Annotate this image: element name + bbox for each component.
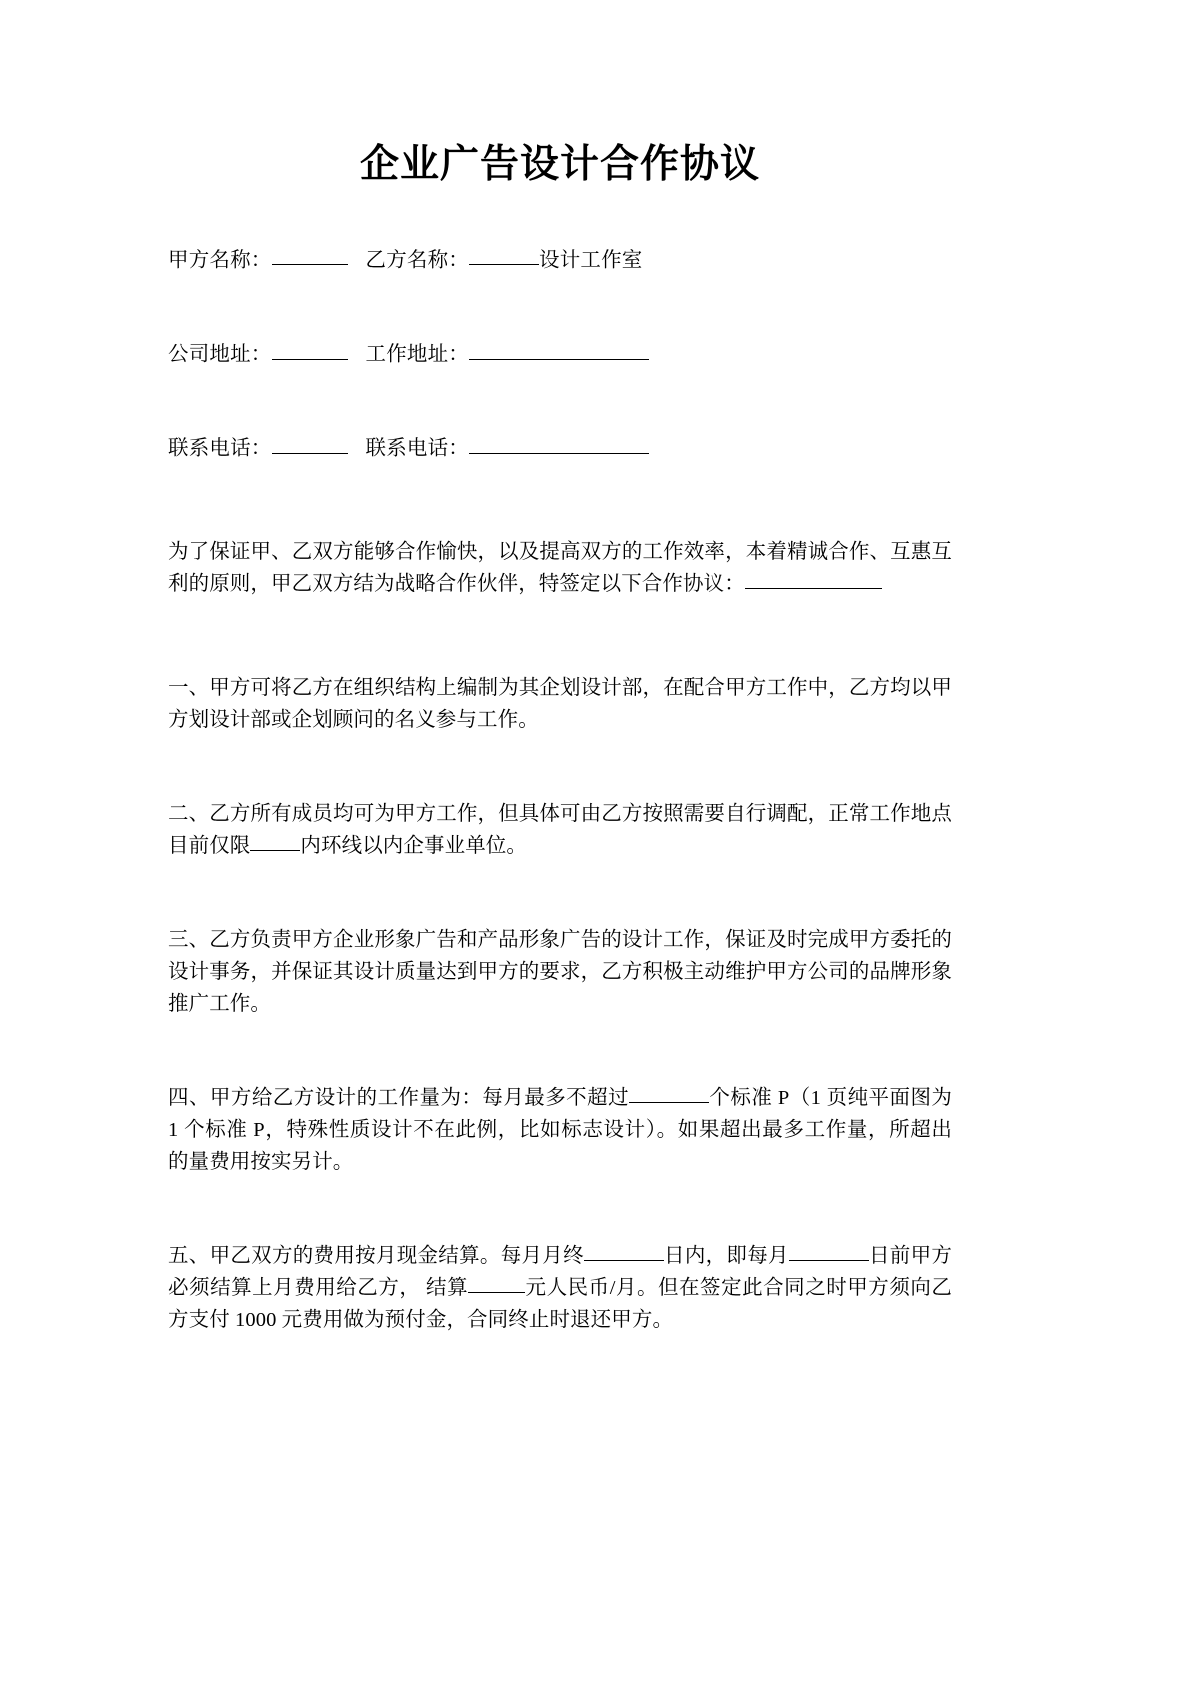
intro-block <box>168 536 952 600</box>
intro-paragraph <box>168 536 952 600</box>
party-a-name-label: 甲方名称： <box>168 249 272 272</box>
party-a-phone-label: 联系电话： <box>168 437 272 460</box>
party-b-address-blank[interactable] <box>469 338 649 360</box>
clause-1-number: 一、 <box>168 676 210 699</box>
party-b-phone-label: 联系电话： <box>365 437 469 460</box>
clause-5-text-part-3: 日前甲方必须结算上月费用给乙方， 结算 <box>168 1244 952 1299</box>
clause-4-blank-1[interactable] <box>629 1081 709 1103</box>
clause-2-blank-1[interactable] <box>250 829 300 851</box>
clause-4 <box>168 1082 952 1178</box>
document-content <box>168 0 952 1398</box>
party-b-name-label: 乙方名称： <box>365 249 469 272</box>
clause-2-text-part-1: 乙方所有成员均可为甲方工作，但具体可由乙方按照需要自行调配，正常工作地点目前仅限 <box>168 802 952 857</box>
party-names-row <box>168 245 952 276</box>
party-phones-row <box>168 433 952 464</box>
clause-3-number: 三、 <box>168 928 210 951</box>
party-b-name-suffix: 设计工作室 <box>539 249 643 272</box>
intro-text: 为了保证甲、乙双方能够合作愉快，以及提高双方的工作效率，本着精诚合作、互惠互利的原则，甲乙双方结为战略合作伙伴，特签定以下合作协议： <box>168 540 952 595</box>
clause-2-text-part-2: 内环线以内企事业单位。 <box>300 834 528 857</box>
clause-4-number: 四、 <box>168 1086 210 1109</box>
clause-5-blank-1[interactable] <box>584 1239 664 1261</box>
clause-5-text-part-1: 甲乙双方的费用按月现金结算。每月月终 <box>209 1244 584 1267</box>
intro-trailing-blank[interactable] <box>745 567 882 589</box>
clause-2-number: 二、 <box>168 802 210 825</box>
party-a-name-blank[interactable] <box>272 244 348 266</box>
page-title: 企业广告设计合作协议 <box>359 143 760 186</box>
clause-5-text-part-2: 日内，即每月 <box>663 1244 789 1267</box>
party-info-block <box>168 245 952 465</box>
clause-4-text-part-1: 甲方给乙方设计的工作量为：每月最多不超过 <box>209 1086 630 1109</box>
party-addresses-row <box>168 339 952 370</box>
clause-3-text: 乙方负责甲方企业形象广告和产品形象广告的设计工作，保证及时完成甲方委托的设计事务，并保证其设计质量达到甲方的要求，乙方积极主动维护甲方公司的品牌形象推广工作。 <box>168 928 952 1015</box>
clause-5-number: 五、 <box>168 1244 210 1267</box>
clause-1 <box>168 672 952 736</box>
party-b-name-blank[interactable] <box>469 244 539 266</box>
party-b-address-label: 工作地址： <box>365 343 469 366</box>
party-a-phone-blank[interactable] <box>272 432 348 454</box>
clause-5-text-part-4: 元人民币/月。但在签定此合同之时甲方须向乙方支付 1000 元费用做为预付金，合同终止时退还甲方。 <box>168 1276 953 1331</box>
party-b-phone-blank[interactable] <box>469 432 649 454</box>
clause-5-blank-3[interactable] <box>468 1271 525 1293</box>
clause-5 <box>168 1240 952 1336</box>
clause-5-blank-2[interactable] <box>789 1239 869 1261</box>
clause-3 <box>168 924 952 1020</box>
clause-2 <box>168 798 952 862</box>
clause-1-text: 甲方可将乙方在组织结构上编制为其企划设计部，在配合甲方工作中，乙方均以甲方划设计部或企划顾问的名义参与工作。 <box>168 676 952 731</box>
clause-4-text-part-2: 个标准 P（1 页纯平面图为 1 个标准 P，特殊性质设计不在此例，比如标志设计）。如果超出最多工作量，所超出的量费用按实另计。 <box>168 1086 953 1173</box>
party-a-address-blank[interactable] <box>272 338 348 360</box>
party-a-address-label: 公司地址： <box>168 343 272 366</box>
